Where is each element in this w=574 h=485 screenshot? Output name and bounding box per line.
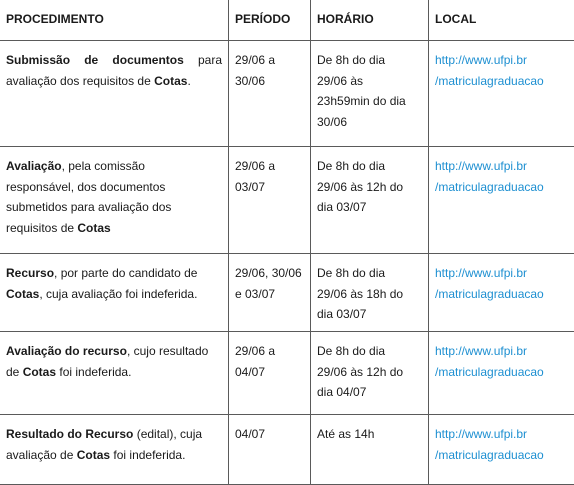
procedimento-bold: Cotas xyxy=(77,448,110,462)
local-cell xyxy=(429,332,574,415)
procedimento-line xyxy=(6,50,222,71)
procedimento-cell xyxy=(0,332,229,415)
local-link-line: http://www.ufpi.br xyxy=(435,263,569,284)
periodo-cell xyxy=(229,415,311,485)
table-row xyxy=(0,254,574,332)
procedimento-text: , por parte do candidato de xyxy=(54,266,197,280)
procedimento-bold: Recurso xyxy=(6,266,54,280)
procedimento-bold: Resultado do Recurso xyxy=(6,427,133,441)
procedimento-line xyxy=(6,424,222,445)
horario-line: dia 03/07 xyxy=(317,197,422,218)
procedimento-cell xyxy=(0,415,229,485)
procedimento-line xyxy=(6,284,222,305)
periodo-line: 03/07 xyxy=(235,177,304,198)
horario-line: 29/06 às 18h do xyxy=(317,284,422,305)
procedimento-line: responsável, dos documentos xyxy=(6,177,222,198)
procedimento-line xyxy=(6,71,222,92)
procedimento-cell xyxy=(0,147,229,254)
procedimento-text: de xyxy=(6,365,23,379)
periodo-cell xyxy=(229,332,311,415)
procedimento-line xyxy=(6,341,222,362)
procedimento-bold: Cotas xyxy=(6,287,39,301)
procedimento-text: requisitos de xyxy=(6,221,77,235)
periodo-line: 04/07 xyxy=(235,362,304,383)
procedimento-text: avaliação de xyxy=(6,448,77,462)
procedimento-text: , pela comissão xyxy=(62,159,145,173)
horario-line: Até as 14h xyxy=(317,424,422,445)
horario-line: De 8h do dia xyxy=(317,156,422,177)
local-link[interactable] xyxy=(435,50,569,91)
horario-cell xyxy=(311,254,429,332)
local-link[interactable] xyxy=(435,263,569,304)
local-link-line: http://www.ufpi.br xyxy=(435,424,569,445)
header-horario: HORÁRIO xyxy=(311,0,429,41)
procedimento-line xyxy=(6,362,222,383)
periodo-cell xyxy=(229,41,311,147)
local-link-line: /matriculagraduacao xyxy=(435,177,569,198)
local-link-line: http://www.ufpi.br xyxy=(435,50,569,71)
horario-line: dia 03/07 xyxy=(317,304,422,325)
procedimento-line xyxy=(6,263,222,284)
table-row xyxy=(0,332,574,415)
local-link-line: /matriculagraduacao xyxy=(435,362,569,383)
horario-line: De 8h do dia xyxy=(317,50,422,71)
periodo-line: 29/06, 30/06 xyxy=(235,263,304,284)
periodo-cell xyxy=(229,254,311,332)
procedimento-bold: Submissão de documentos xyxy=(6,53,184,67)
procedimento-line: submetidos para avaliação dos xyxy=(6,197,222,218)
header-procedimento: PROCEDIMENTO xyxy=(0,0,229,41)
table-header xyxy=(0,0,574,41)
procedimento-cell xyxy=(0,254,229,332)
local-link-line: /matriculagraduacao xyxy=(435,284,569,305)
procedimento-bold: Avaliação do recurso xyxy=(6,344,127,358)
procedimento-text: , cuja avaliação foi indeferida. xyxy=(39,287,197,301)
local-link-line: http://www.ufpi.br xyxy=(435,341,569,362)
horario-line: dia 04/07 xyxy=(317,382,422,403)
procedimento-bold: Avaliação xyxy=(6,159,62,173)
procedimento-cell xyxy=(0,41,229,147)
header-periodo: PERÍODO xyxy=(229,0,311,41)
procedimento-text: , cujo resultado xyxy=(127,344,208,358)
horario-line: 23h59min do dia xyxy=(317,91,422,112)
horario-line: 29/06 às xyxy=(317,71,422,92)
horario-line: 29/06 às 12h do xyxy=(317,177,422,198)
local-link-line: /matriculagraduacao xyxy=(435,71,569,92)
periodo-line: 30/06 xyxy=(235,71,304,92)
table-row xyxy=(0,41,574,147)
horario-line: 29/06 às 12h do xyxy=(317,362,422,383)
procedimento-text: avaliação dos requisitos de xyxy=(6,74,154,88)
procedimento-bold: Cotas xyxy=(23,365,56,379)
horario-cell xyxy=(311,415,429,485)
procedimento-line xyxy=(6,156,222,177)
periodo-line: 29/06 a xyxy=(235,156,304,177)
local-cell xyxy=(429,254,574,332)
horario-cell xyxy=(311,332,429,415)
local-cell xyxy=(429,147,574,254)
procedimento-line xyxy=(6,218,222,239)
periodo-cell xyxy=(229,147,311,254)
local-link-line: http://www.ufpi.br xyxy=(435,156,569,177)
procedimento-text: para xyxy=(184,53,222,67)
local-cell xyxy=(429,41,574,147)
local-link[interactable] xyxy=(435,424,569,465)
local-link[interactable] xyxy=(435,341,569,382)
table-row xyxy=(0,147,574,254)
periodo-line: 04/07 xyxy=(235,424,304,445)
procedimento-bold: Cotas xyxy=(154,74,187,88)
horario-cell xyxy=(311,147,429,254)
procedimento-text: . xyxy=(187,74,190,88)
header-local: LOCAL xyxy=(429,0,574,41)
horario-cell xyxy=(311,41,429,147)
horario-line: De 8h do dia xyxy=(317,263,422,284)
header-row xyxy=(0,0,574,41)
procedimento-bold: Cotas xyxy=(77,221,110,235)
table-body xyxy=(0,41,574,485)
procedimento-text: (edital), cuja xyxy=(133,427,202,441)
periodo-line: 29/06 a xyxy=(235,50,304,71)
periodo-line: e 03/07 xyxy=(235,284,304,305)
table-row xyxy=(0,415,574,485)
horario-line: 30/06 xyxy=(317,112,422,133)
periodo-line: 29/06 a xyxy=(235,341,304,362)
procedimento-line xyxy=(6,445,222,466)
procedimento-text: foi indeferida. xyxy=(56,365,131,379)
horario-line: De 8h do dia xyxy=(317,341,422,362)
local-cell xyxy=(429,415,574,485)
local-link[interactable] xyxy=(435,156,569,197)
procedimento-text: foi indeferida. xyxy=(110,448,185,462)
local-link-line: /matriculagraduacao xyxy=(435,445,569,466)
